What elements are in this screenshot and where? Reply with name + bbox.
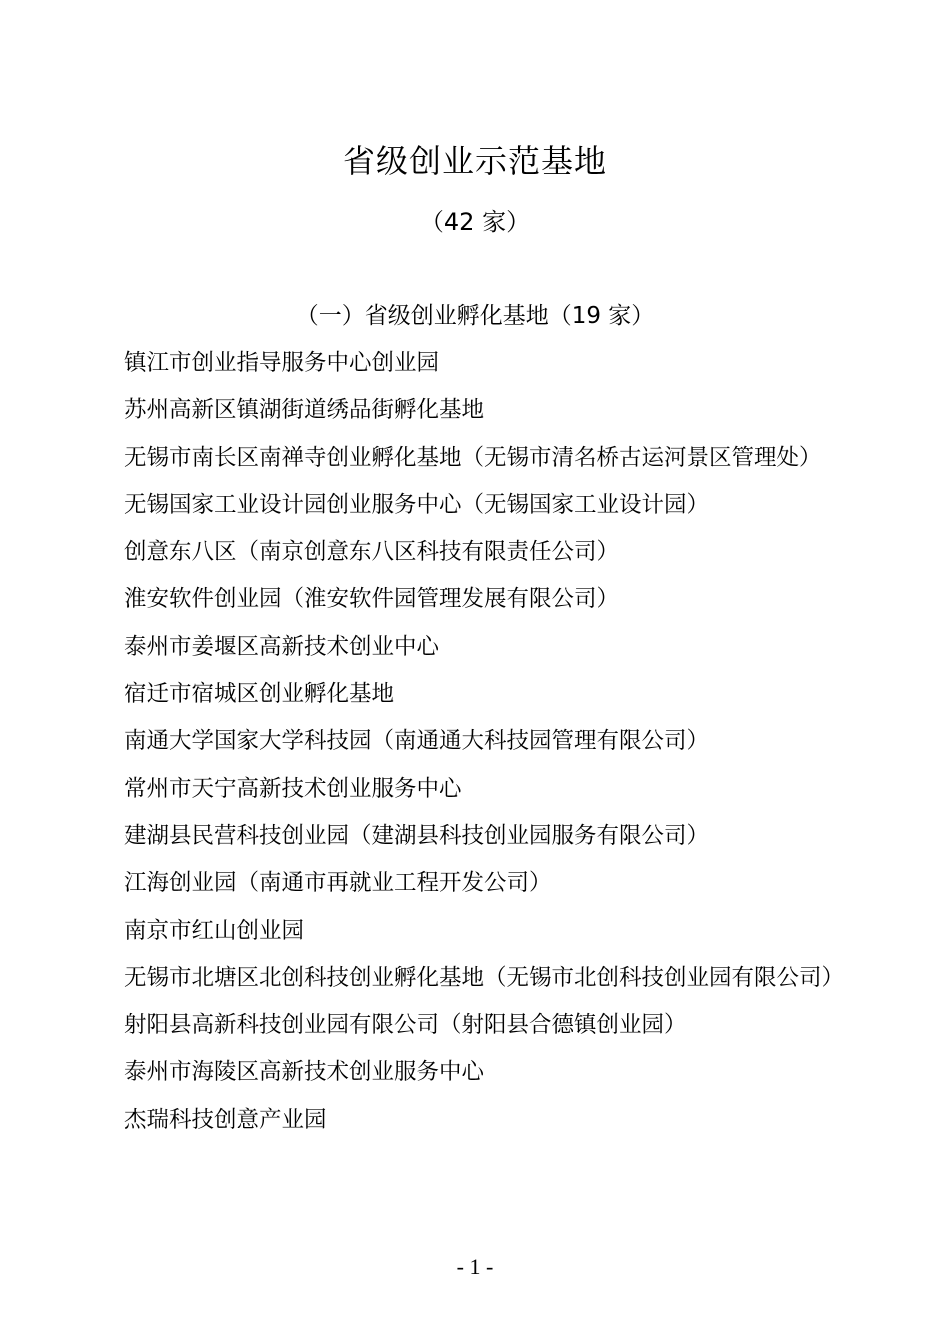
section-heading: （一）省级创业孵化基地（19 家） [295, 303, 655, 329]
list-item: 无锡国家工业设计园创业服务中心（无锡国家工业设计园） [124, 491, 710, 518]
list-item: 苏州高新区镇湖街道绣品街孵化基地 [124, 397, 485, 424]
list-item: 南通大学国家大学科技园（南通通大科技园管理有限公司） [124, 728, 710, 755]
list-item: 无锡市北塘区北创科技创业孵化基地（无锡市北创科技创业园有限公司） [124, 964, 845, 991]
list-item: 江海创业园（南通市再就业工程开发公司） [124, 870, 552, 897]
list-item: 常州市天宁高新技术创业服务中心 [124, 775, 462, 802]
entry-list [124, 345, 924, 1149]
list-item: 淮安软件创业园（淮安软件园管理发展有限公司） [124, 586, 620, 613]
list-item: 镇江市创业指导服务中心创业园 [124, 350, 440, 376]
list-item: 建湖县民营科技创业园（建湖县科技创业园服务有限公司） [124, 822, 710, 849]
document-title: 省级创业示范基地 [342, 142, 607, 180]
list-item: 杰瑞科技创意产业园 [124, 1106, 327, 1133]
list-item: 泰州市姜堰区高新技术创业中心 [124, 633, 440, 660]
list-item: 泰州市海陵区高新技术创业服务中心 [124, 1059, 485, 1086]
page-number: - 1 - [456, 1254, 494, 1279]
list-item: 射阳县高新科技创业园有限公司（射阳县合德镇创业园） [124, 1012, 687, 1039]
document-count: （42 家） [419, 208, 531, 236]
list-item: 南京市红山创业园 [124, 917, 305, 944]
list-item: 创意东八区（南京创意东八区科技有限责任公司） [124, 539, 620, 566]
list-item: 无锡市南长区南禅寺创业孵化基地（无锡市清名桥古运河景区管理处） [124, 444, 822, 471]
list-item: 宿迁市宿城区创业孵化基地 [124, 681, 395, 708]
